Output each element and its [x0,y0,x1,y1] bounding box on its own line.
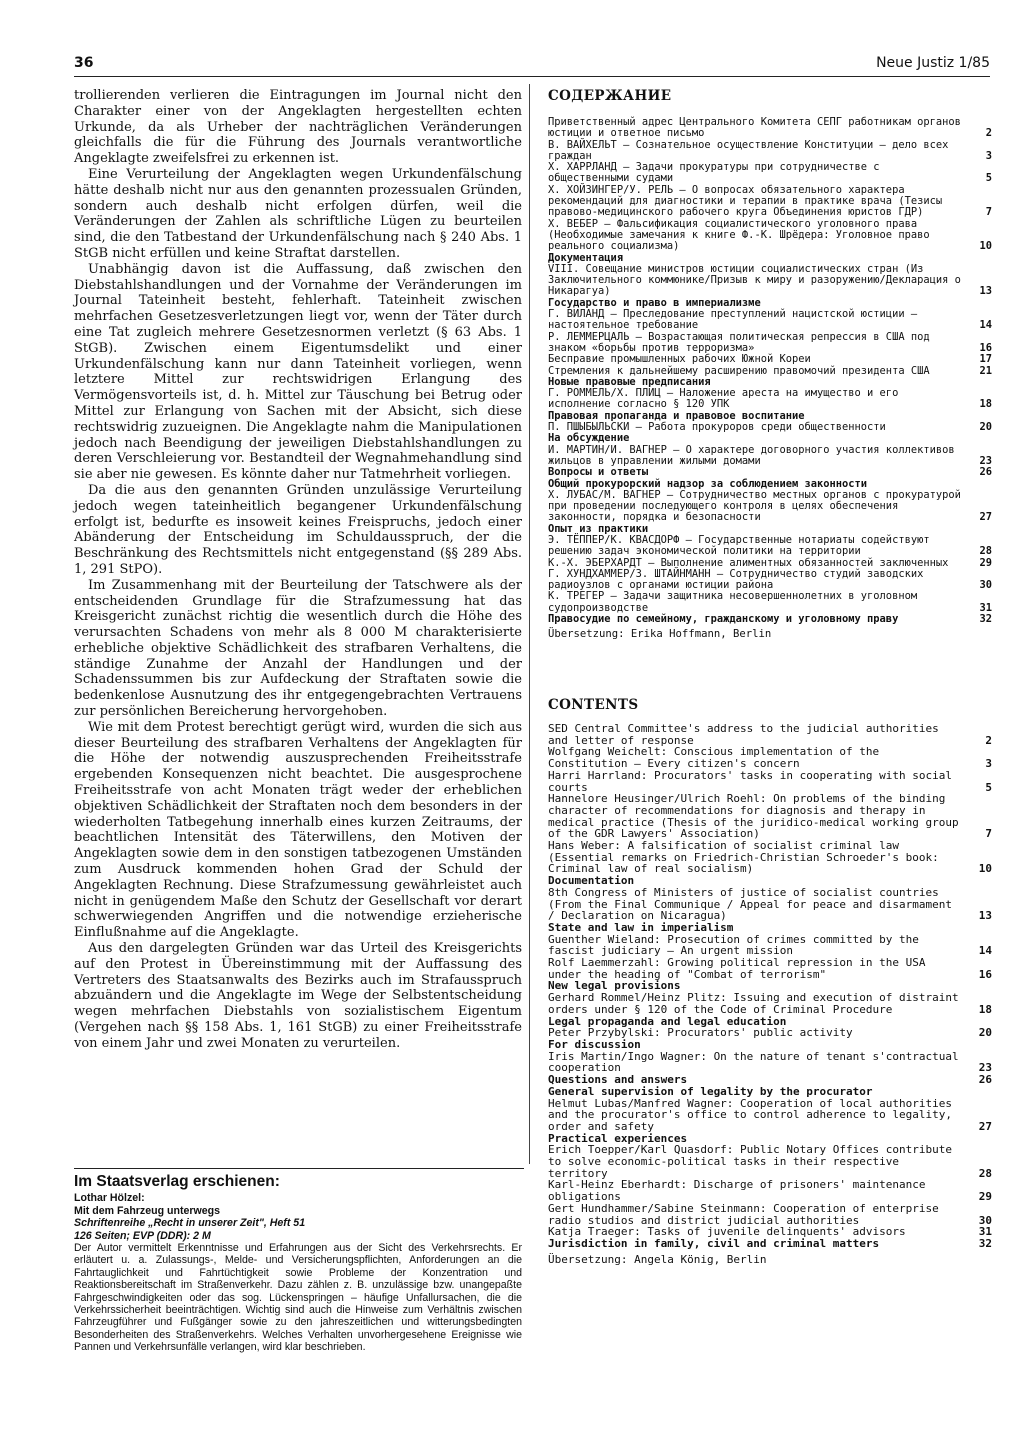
toc-entry-page: 13 [979,285,992,298]
toc-entry [548,117,992,140]
toc-entry-page: 30 [979,579,992,592]
toc-entry-page: 27 [979,511,992,524]
header-rule [74,76,990,77]
toc-entry [548,887,992,922]
article-column [74,88,522,1052]
toc-entry-page: 2 [985,733,992,747]
toc-english-list [548,723,992,1250]
toc-entry-page: 10 [979,240,992,253]
toc-entry-text: Бесправие промышленных рабочих Южной Кореи [548,353,811,366]
toc-entry-text: 8th Congress of Ministers of justice of socialist countries (From the Final Communique / Appeal for peace and disarmament / Declaration on Nicaragua) [548,885,952,923]
toc-entry-page: 7 [985,206,992,219]
toc-entry [548,354,992,365]
toc-entry-text: Wolfgang Weichelt: Conscious implementation of the Constitution – Every citizen's concern [548,745,880,771]
article-paragraph: Eine Verurteilung der Angeklagten wegen Urkundenfälschung hätte deshalb nicht nur aus den genannten prozessualen Gründen, sondern auch deshalb nicht erfolgen dürfen, weil die Veränderungen der Zahlen als schriftliche Lügen zu beurteilen sind, die den Tatbestand der Urkundenfälschung nach § 240 Abs. 1 StGB nicht erfüllen und keine Straftat darstellen. [74,166,522,261]
toc-entry-page: 30 [978,1213,992,1227]
toc-entry-text: Приветственный адрес Центрального Комитета СЕПГ работникам органов юстиции и ответное письмо [548,116,961,140]
article-paragraph: Da die aus den genannten Gründen unzulässige Verurteilung jedoch wegen tateinheitlich begangener Urkundenfälschung erfolgt ist, bedurfte es insoweit keines Freispruchs, jedoch einer Abänderung der Entscheidung im Schuldausspruch, der die Beschränkung des Rechtsmittels nicht entgegenstand (§§ 289 Abs. 1, 291 StPO). [74,482,522,577]
page-header [74,55,990,75]
page-number: 36 [74,55,94,71]
toc-entry [548,332,992,355]
toc-entry-page: 28 [978,1166,992,1180]
publication-meta: 126 Seiten; EVP (DDR): 2 M [74,1229,211,1242]
publication-author: Lothar Hölzel: [74,1192,145,1205]
toc-entry-text: Harri Harrland: Procurators' tasks in cooperating with social courts [548,768,952,794]
toc-entry-text: Г. ХУНДХАММЕР/З. ШТАЙНМАНН — Сотрудничество студий заводских радиоузлов с органами юстиции района [548,567,924,592]
toc-entry [548,992,992,1015]
toc-russian-list [548,117,992,625]
toc-entry [548,1179,992,1202]
toc-entry-page: 26 [978,1073,992,1087]
toc-english-heading: CONTENTS [548,697,639,713]
toc-entry-text: VIII. Совещание министров юстиции социалистических стран (Из Заключительного коммюнике/Призыв к миру и разоружению/Декларация о Никарагуа) [548,262,961,298]
toc-section-heading [548,433,992,444]
toc-entry [548,388,992,411]
toc-entry [548,264,992,298]
toc-entry-text: В. ВАЙХЕЛЬТ — Сознательное осуществление Конституции — дело всех граждан [548,138,949,162]
toc-russian [548,88,992,640]
toc-entry-text: Общий прокурорский надзор за соблюдением законности [548,477,868,490]
toc-entry-text: New legal provisions [548,979,681,993]
toc-entry-text: Х. ЛУБАС/М. ВАГНЕР — Сотрудничество местных органов с прокуратурой при проведении последующего контроля в целях обеспечения законности, порядка и безопасности [548,488,961,524]
toc-section-heading [548,1238,992,1250]
toc-entry-page: 13 [978,909,992,923]
toc-entry-page: 18 [979,398,992,411]
toc-entry-text: Helmut Lubas/Manfred Wagner: Cooperation of local authorities and the procurator's office to control adherence to legality, order and safety [548,1096,952,1133]
toc-entry [548,445,992,468]
toc-entry-text: Государство и право в империализме [548,296,761,309]
toc-entry-text: Peter Przybylski: Procurators' public activity [548,1026,853,1040]
toc-entry-text: Опыт из практики [548,522,649,535]
toc-entry-text: Documentation [548,874,635,888]
column-divider [529,84,530,1164]
toc-entry-text: Hans Weber: A falsification of socialist criminal law (Essential remarks on Friedrich-Christian Schroeder's book: Criminal law of real socialism) [548,839,939,876]
toc-entry [548,723,992,746]
toc-entry-page: 31 [978,1225,992,1239]
toc-entry-text: Правосудие по семейному, гражданскому и уголовному праву [548,613,899,626]
publication-description: Der Autor vermittelt Erkenntnisse und Erfahrungen aus der Sicht des Verkehrsrechts. Er erläutert u. a. Zulassungs-, Melde- und Versicherungspflichten, Anforderungen an die Fahrtauglichkeit und Fahrtüchtigkeit sowie Probleme der Konzentration und Reaktionsbereitschaft im Straßenverkehr. Dazu zählen z. B. unzulässige bzw. unangepaßte Fahrgeschwindigkeiten oder das sog. Lückenspringen – häufige Unfallursachen, die die Verkehrssicherheit beeinträchtigen. Wichtig sind auch die Hinweise zum Verhältnis zwischen Fahrzeugführer und Fußgänger sowie zu den jahreszeitlichen und witterungsbedingten Besonderheiten des Straßenverkehrs. Welches Verhalten unvorhergesehene Ereignisse wie Pannen und Verkehrsunfälle verlangen, wird klar beschrieben. [74,1242,522,1354]
toc-entry-page: 18 [978,1002,992,1016]
toc-entry-page: 17 [979,353,992,366]
toc-entry-page: 7 [985,827,992,841]
toc-entry-text: Р. ЛЕММЕРЦАЛЬ — Возрастающая политическая репрессия в США под знаком «борьбы против терроризма» [548,330,930,354]
toc-entry [548,793,992,840]
toc-entry-text: К.-Х. ЭБЕРХАРДТ — Выполнение алиментных обязанностей заключенных [548,556,949,569]
toc-entry-text: Practical experiences [548,1131,688,1145]
toc-entry-text: General supervision of legality by the procurator [548,1084,873,1098]
toc-entry [548,957,992,980]
publication-rule [74,1168,524,1169]
toc-entry-text: К. ТРЕГЕР — Задачи защитника несовершеннолетних в уголовном судопроизводстве [548,590,918,614]
toc-entry-text: Х. ХАРРЛАНД — Задачи прокуратуры при сотрудничестве с общественными судами [548,161,880,185]
toc-entry-text: Karl-Heinz Eberhardt: Discharge of prisoners' maintenance obligations [548,1178,926,1204]
toc-entry [548,934,992,957]
toc-entry-page: 29 [979,556,992,569]
toc-entry-text: П. ПШЫБЫЛЬСКИ — Работа прокуроров среди общественности [548,421,886,434]
toc-entry [548,1051,992,1074]
toc-entry-text: State and law in imperialism [548,920,734,934]
toc-entry-page: 31 [979,601,992,614]
toc-entry-page: 14 [978,944,992,958]
toc-entry [548,185,992,219]
toc-entry-page: 32 [979,613,992,626]
toc-entry-text: Правовая пропаганда и правовое воспитание [548,409,805,422]
toc-english-translator: Übersetzung: Angela König, Berlin [548,1252,767,1266]
toc-entry [548,535,992,558]
toc-entry-page: 29 [978,1190,992,1204]
toc-russian-translator: Übersetzung: Erika Hoffmann, Berlin [548,628,772,641]
toc-entry [548,840,992,875]
publication-heading: Im Staatsverlag erschienen: [74,1173,280,1190]
toc-entry [548,569,992,592]
toc-entry [548,162,992,185]
toc-entry-text: For discussion [548,1037,641,1051]
toc-section-heading [548,1086,992,1098]
toc-entry-text: Rolf Laemmerzahl: Growing political repression in the USA under the heading of "Combat of terrorism" [548,956,926,981]
toc-entry [548,490,992,524]
toc-entry-page: 26 [979,466,992,479]
toc-entry-text: Г. ВИЛАНД — Преследование преступлений нацистской юстиции — настоятельное требование [548,308,918,332]
article-paragraph: trollierenden verlieren die Eintragungen im Journal nicht den Charakter einer von der Angeklagten hergestellten echten Urkunde, da als Urheber der nachträglichen Veränderungen gleichfalls die für die Führung des Journals verantwortliche Angeklagte zweifelsfrei zu erkennen ist. [74,88,522,167]
toc-russian-heading: СОДЕРЖАНИЕ [548,88,672,104]
toc-entry-page: 23 [979,454,992,467]
article-paragraph: Im Zusammenhang mit der Beurteilung der Tatschwere als der entscheidenden Grundlage für die Strafzumessung hat das Kreisgericht zunächst richtig die wesentlich durch die Höhe des verursachten Schadens von mehr als 8 000 M charakterisierte erhebliche objektive Schädlichkeit des strafbaren Verhaltens, die ständige Zunahme der Anzahl der Handlungen und der Schadenssummen bis zur Aufdeckung der Straftaten sowie die bedenkenlose Ausnutzung des ihr entgegengebrachten Vertrauens zur persönlichen Bereicherung hervorgehoben. [74,577,522,720]
toc-entry-text: Hannelore Heusinger/Ulrich Roehl: On problems of the binding character of recommendations for diagnosis and therapy in medical practice (Thesis of the juridico-medical working group of the GDR Lawyers' Association) [548,792,959,841]
toc-section-heading [548,922,992,934]
toc-english [548,697,992,1266]
toc-entry-page: 16 [979,341,992,354]
toc-entry-page: 2 [985,127,992,140]
toc-entry [548,591,992,614]
toc-entry [548,219,992,253]
toc-entry-text: Jurisdiction in family, civil and criminal matters [548,1236,880,1250]
toc-entry-page: 20 [978,1026,992,1040]
toc-entry-text: На обсуждение [548,432,630,445]
toc-entry-text: Х. ХОЙЗИНГЕР/У. РЕЛЬ — О вопросах обязательного характера рекомендаций для диагностики и терапии в практике врача (Тезисы правово-медицинского рабочего круга Объединения юристов ГДР) [548,183,943,219]
toc-entry-text: Iris Martin/Ingo Wagner: On the nature of tenant s'contractual cooperation [548,1049,959,1075]
toc-entry-page: 14 [979,319,992,332]
toc-entry-text: Г. РОММЕЛЬ/Х. ПЛИЦ — Наложение ареста на имущество и его исполнение согласно § 120 УПК [548,387,899,411]
toc-entry [548,770,992,793]
toc-entry-page: 5 [985,172,992,185]
toc-entry-page: 27 [978,1119,992,1133]
journal-title: Neue Justiz 1/85 [876,55,990,71]
toc-entry-text: Legal propaganda and legal education [548,1014,787,1028]
toc-entry-text: Katja Traeger: Tasks of juvenile delinquents' advisors [548,1225,906,1239]
toc-section-heading [548,614,992,625]
toc-entry [548,1098,992,1133]
toc-entry-text: Э. ТЁППЕР/К. КВАСДОРФ — Государственные нотариаты содействуют решению задач экономической политики на территории [548,533,930,558]
toc-entry-text: Guenther Wieland: Prosecution of crimes committed by the fascist judiciary – An urgent mission [548,932,919,958]
publication-notice [74,1173,522,1354]
toc-entry-text: Gerhard Rommel/Heinz Plitz: Issuing and execution of distraint orders under § 120 of the Code of Criminal Procedure [548,991,959,1016]
article-paragraph: Unabhängig davon ist die Auffassung, daß zwischen den Diebstahlshandlungen und der Vornahme der Veränderungen im Journal Tateinheit besteht, fehlerhaft. Tateinheit zwischen mehrfachen Gesetzesverletzungen liegt vor, wenn der Täter durch eine Tat zugleich mehrere Gesetzesnormen verletzt (§ 63 Abs. 1 StGB). Zwischen einem Eigentumsdelikt und einer Urkundenfälschung kann nur dann Tateinheit vorliegen, wenn letztere Mittel zur rechtswidrigen Erlangung des Vermögensvorteils ist, d. h. Mittel zur Täuschung bei Betrug oder Mittel zur Erlangung von Sachen mit der Absicht, sich diese rechtswidrig zuzueignen. Die Angeklagte nahm die Manipulationen jedoch nach Beendigung der jeweiligen Diebstahlshandlungen zu deren Verschleierung vor. Bestandteil der Wegnahmehandlung sind sie aber nie gewesen. Es könnte daher nur Tatmehrheit vorliegen. [74,261,522,483]
toc-entry [548,746,992,769]
toc-entry [548,1144,992,1179]
toc-entry-text: Вопросы и ответы [548,466,649,479]
article-paragraph: Aus den dargelegten Gründen war das Urteil des Kreisgerichts auf den Protest in Übereinstimmung mit der Auffassung des Vertreters des Staatsanwalts des Bezirks auch im Strafausspruch abzuändern und die Angeklagte im Wege der Selbstentscheidung wegen mehrfachen Diebstahls von sozialistischem Eigentum (Vergehen nach §§ 158 Abs. 1, 161 StGB) zu einer Freiheitsstrafe von einem Jahr und zwei Monaten zu verurteilen. [74,941,522,1051]
toc-entry-page: 32 [978,1236,992,1250]
toc-section-heading [548,467,992,478]
toc-entry-text: Erich Toepper/Karl Quasdorf: Public Notary Offices contribute to solve economic-political tasks in their respective territory [548,1143,952,1180]
toc-entry [548,1203,992,1226]
toc-entry-page: 16 [978,967,992,981]
publication-title: Mit dem Fahrzeug unterwegs [74,1204,220,1217]
toc-entry-page: 5 [985,780,992,794]
toc-entry-page: 21 [979,364,992,377]
toc-entry-text: Документация [548,251,624,264]
toc-section-heading [548,1039,992,1051]
toc-entry-text: Gert Hundhammer/Sabine Steinmann: Cooperation of enterprise radio studios and district judicial authorities [548,1201,939,1227]
toc-entry-page: 20 [979,421,992,434]
toc-entry-page: 10 [978,862,992,876]
toc-entry [548,140,992,163]
toc-entry-page: 28 [979,545,992,558]
toc-entry-text: Новые правовые предписания [548,375,711,388]
toc-entry-text: Стремления к дальнейшему расширению правомочий президента США [548,364,930,377]
article-paragraph: Wie mit dem Protest berechtigt gerügt wird, wurden die sich aus dieser Beurteilung des strafbaren Verhaltens der Angeklagten für die Höhe der notwendig auszusprechenden Freiheitsstrafe ergebenden Konsequenzen nicht beachtet. Die ausgesprochene Freiheitsstrafe von acht Monaten trägt weder der erheblichen objektiven Schädlichkeit der Straftaten noch dem besonders in der wiederholten Tatbegehung innerhalb eines kurzen Zeitraums, der beachtlichen Intensität des Täterwillens, den Motiven der Angeklagten sowie dem in den sonstigen tatbezogenen Umständen zum Ausdruck kommenden hohen Grad der Schuld der Angeklagten Rechnung. Diese Strafzumessung gewährleistet auch nicht in genügendem Maße den Schutz der Gesellschaft vor derart schwerwiegenden Angriffen und die notwendige erzieherische Einflußnahme auf die Angeklagte. [74,719,522,941]
toc-entry [548,309,992,332]
toc-entry-text: SED Central Committee's address to the judicial authorities and letter of response [548,722,939,747]
toc-entry-text: Х. ВЕБЕР — Фальсификация социалистического уголовного права (Необходимые замечания к книге Ф.-К. Шрёдера: Уголовное право реального социализма) [548,217,930,253]
toc-entry-page: 3 [985,757,992,771]
toc-entry-page: 3 [985,149,992,162]
publication-series: Schriftenreihe „Recht in unserer Zeit", Heft 51 [74,1217,306,1230]
toc-entry-text: И. МАРТИН/И. ВАГНЕР — О характере договорного участия коллективов жильцов в управлении жилыми домами [548,443,955,467]
toc-entry-page: 23 [978,1061,992,1075]
toc-entry-text: Questions and answers [548,1073,688,1087]
